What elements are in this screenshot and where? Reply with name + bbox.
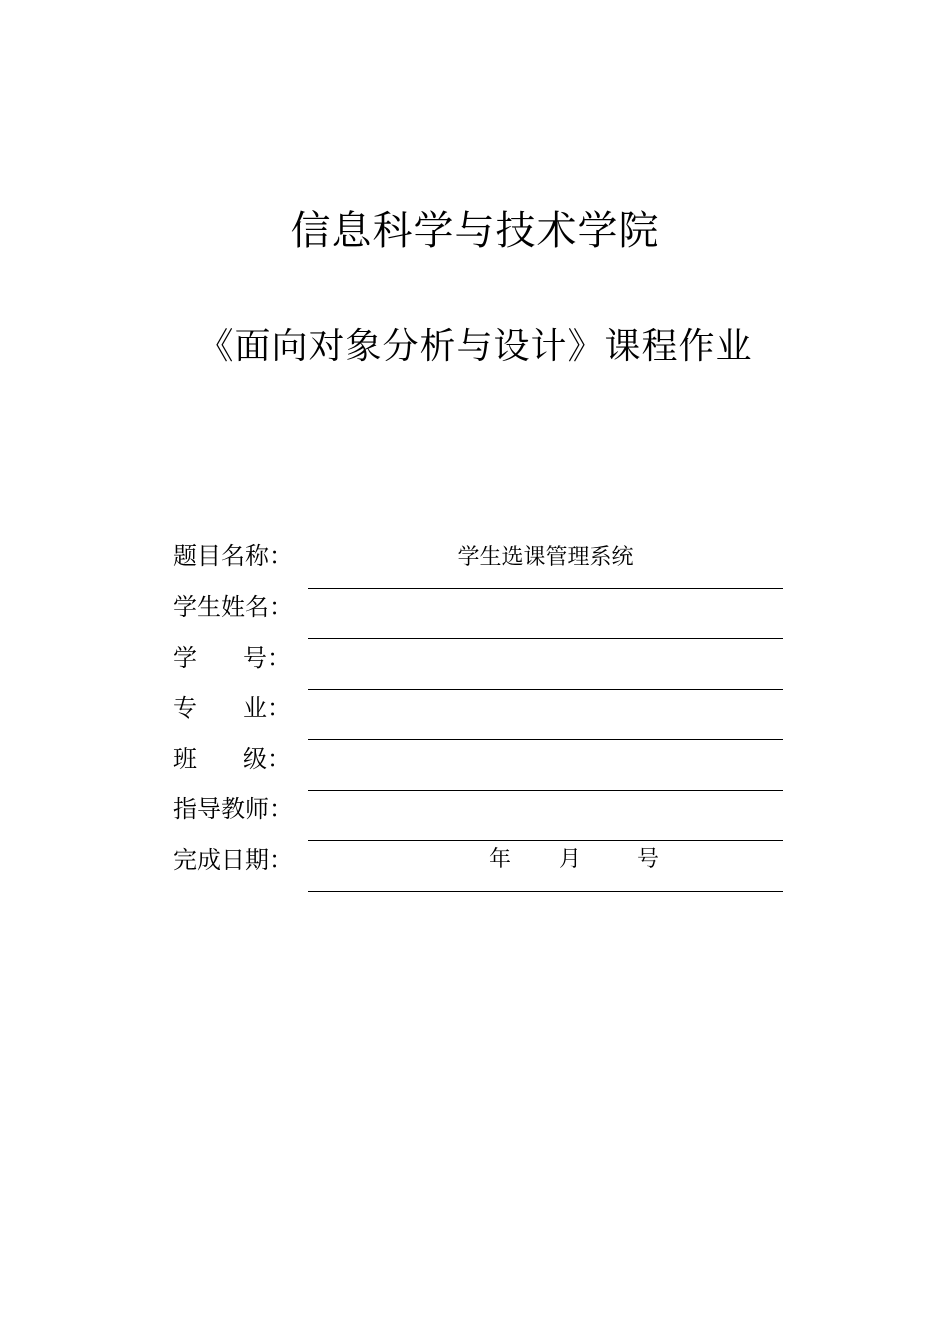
class-label-char1: 班: [173, 745, 197, 773]
institution-title: 信息科学与技术学院: [290, 208, 660, 254]
completion-date-underline: [308, 891, 783, 892]
student-id-label-char1: 学: [173, 644, 197, 672]
student-name-row: [0, 592, 950, 642]
topic-underline: [308, 588, 783, 589]
student-id-row: [0, 643, 950, 693]
topic-label: 题目名称：: [173, 542, 293, 570]
student-id-underline: [308, 689, 783, 690]
major-underline: [308, 739, 783, 740]
class-row: [0, 744, 950, 794]
major-label-char1: 专: [173, 694, 197, 722]
topic-value: 学生选课管理系统: [457, 545, 634, 570]
student-name-label: 学生姓名：: [173, 593, 293, 621]
date-month-unit: 月: [559, 847, 582, 872]
major-label: [173, 693, 291, 723]
completion-date-row: [0, 845, 950, 895]
class-label: [173, 744, 291, 774]
student-name-underline: [308, 638, 783, 639]
advisor-underline: [308, 840, 783, 841]
major-row: [0, 693, 950, 743]
major-label-char2: 业：: [243, 694, 291, 722]
advisor-row: [0, 794, 950, 844]
student-id-label: [173, 643, 291, 673]
topic-row: [0, 541, 950, 591]
class-label-char2: 级：: [243, 745, 291, 773]
advisor-label: 指导教师：: [173, 795, 293, 823]
class-underline: [308, 790, 783, 791]
course-title: 《面向对象分析与设计》课程作业: [197, 326, 753, 367]
date-day-unit: 号: [637, 847, 660, 872]
completion-date-label: 完成日期：: [173, 846, 293, 874]
date-year-unit: 年: [489, 847, 512, 872]
student-id-label-char2: 号：: [243, 644, 291, 672]
